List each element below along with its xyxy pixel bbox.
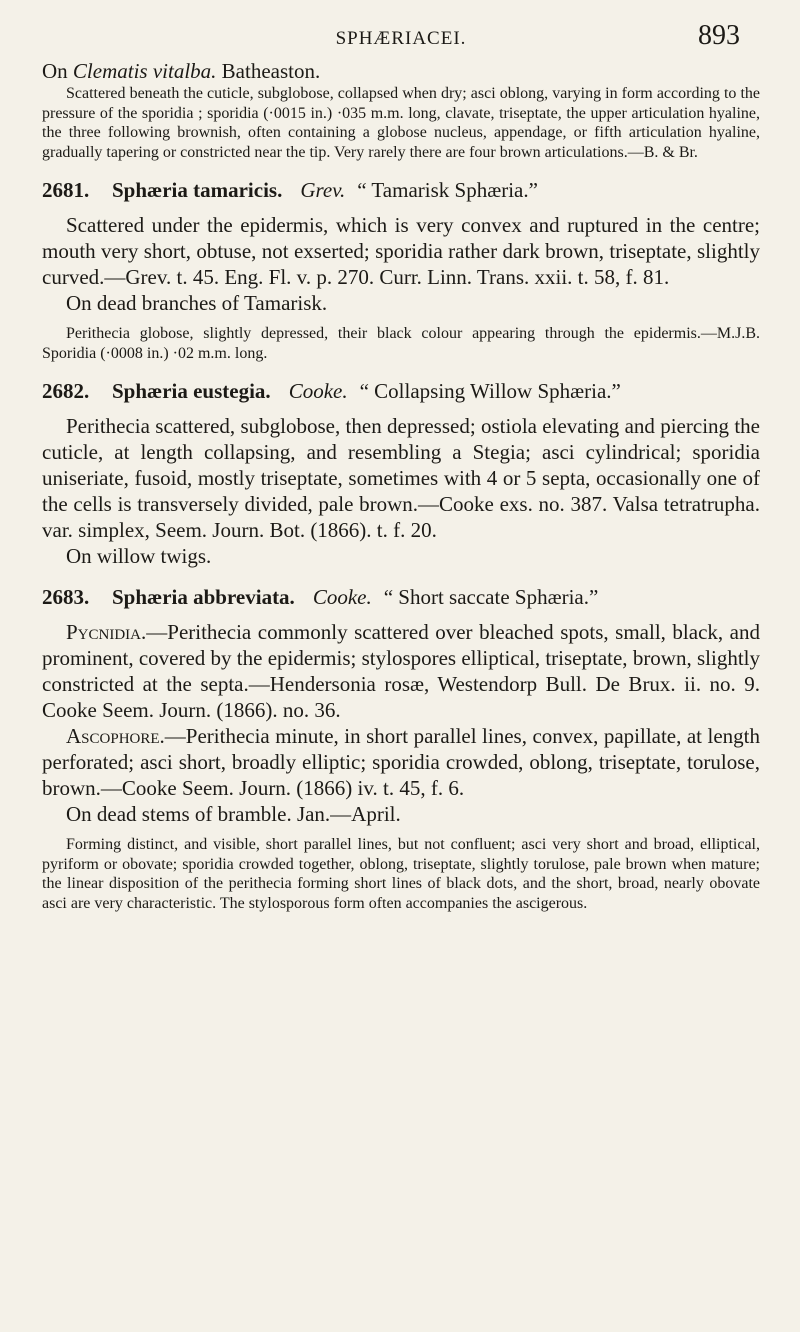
running-title: SPHÆRIACEI. bbox=[335, 28, 467, 49]
species-common-name: “ Tamarisk Sphæria.” bbox=[357, 178, 538, 202]
species-description: Perithecia scattered, subglobose, then depressed; ostiola elevating and piercing the cuticle, at length collapsing, and resembling a Stegia; asci cylindrical; sporidia uniseriate, fusoid, mostly triseptate, sometimes with 4 or 5 septa, occasionally one of the cells is transversely divided, pale brown.—Cooke exs. no. 387. Valsa tetratrupha. var. simplex, Seem. Journ. Bot. (1866). t. f. 20. bbox=[42, 414, 760, 542]
host-name: Clematis vitalba. bbox=[72, 59, 217, 83]
intro-description: Scattered beneath the cuticle, subglobose, collapsed when dry; asci oblong, varying in form according to the pressure of the sporidia ; sporidia (·0015 in.) ·035 m.m. long, clavate, triseptate, the upper articulation hyaline, the three following brownish, often containing a globose nucleus, appendage, or fifth articulation hyaline, gradually tapering or constricted near the tip. Very rarely there are four brown articulations.—B. & Br. bbox=[42, 85, 760, 161]
species-heading-2683 bbox=[42, 583, 760, 611]
species-number: 2682. bbox=[42, 379, 90, 403]
species-common-name: “ Collapsing Willow Sphæria.” bbox=[359, 379, 621, 403]
species-author: Cooke. bbox=[312, 585, 372, 609]
ascophore-label: Ascophore. bbox=[66, 724, 165, 748]
species-habitat: On willow twigs. bbox=[66, 544, 212, 568]
running-header bbox=[42, 22, 760, 52]
intro-heading: On Clematis vitalba. Batheaston. bbox=[42, 59, 321, 83]
species-number: 2683. bbox=[42, 585, 90, 609]
species-note: Forming distinct, and visible, short parallel lines, but not confluent; asci very short and broad, elliptical, pyriform or obovate; sporidia crowded together, oblong, triseptate, slightly torulose, pale brown when mature; the linear disposition of the perithecia forming short lines of black dots, and the short, broad, nearly obovate asci are very characteristic. The stylosporous form often accompanies the ascigerous. bbox=[42, 836, 760, 912]
pycnidia-paragraph: Pycnidia.—Perithecia commonly scattered over bleached spots, small, black, and prominent, covered by the epidermis; stylospores elliptical, triseptate, brown, slightly constricted at the septa.—Hendersonia rosæ, Westendorp Bull. De Brux. ii. no. 9. Cooke Seem. Journ. (1866). no. 36. bbox=[42, 620, 760, 722]
pycnidia-label: Pycnidia. bbox=[66, 620, 147, 644]
species-habitat: On dead stems of bramble. Jan.—April. bbox=[66, 802, 401, 826]
page-number: 893 bbox=[698, 20, 740, 51]
species-description: Scattered under the epidermis, which is very convex and ruptured in the centre; mouth very short, obtuse, not exserted; sporidia rather dark brown, triseptate, slightly curved.—Grev. t. 45. Eng. Fl. v. p. 270. Curr. Linn. Trans. xxii. t. 58, f. 81. bbox=[42, 213, 760, 289]
species-name: Sphæria tamaricis. bbox=[112, 178, 283, 202]
species-common-name: “ Short saccate Sphæria.” bbox=[383, 585, 599, 609]
species-note: Perithecia globose, slightly depressed, their black colour appearing through the epidermis.—M.J.B. Sporidia (·0008 in.) ·02 m.m. long. bbox=[42, 325, 760, 362]
species-author: Grev. bbox=[300, 178, 346, 202]
species-heading-2681 bbox=[42, 176, 760, 204]
species-number: 2681. bbox=[42, 178, 90, 202]
species-author: Cooke. bbox=[288, 379, 348, 403]
species-name: Sphæria abbreviata. bbox=[112, 585, 295, 609]
ascophore-paragraph: Ascophore.—Perithecia minute, in short parallel lines, convex, papillate, at length perforated; asci short, broadly elliptic; sporidia crowded, oblong, triseptate, torulose, brown.—Cooke Seem. Journ. (1866) iv. t. 45, f. 6. bbox=[42, 724, 760, 800]
species-name: Sphæria eustegia. bbox=[112, 379, 271, 403]
species-heading-2682 bbox=[42, 377, 760, 405]
species-habitat: On dead branches of Tamarisk. bbox=[66, 291, 328, 315]
